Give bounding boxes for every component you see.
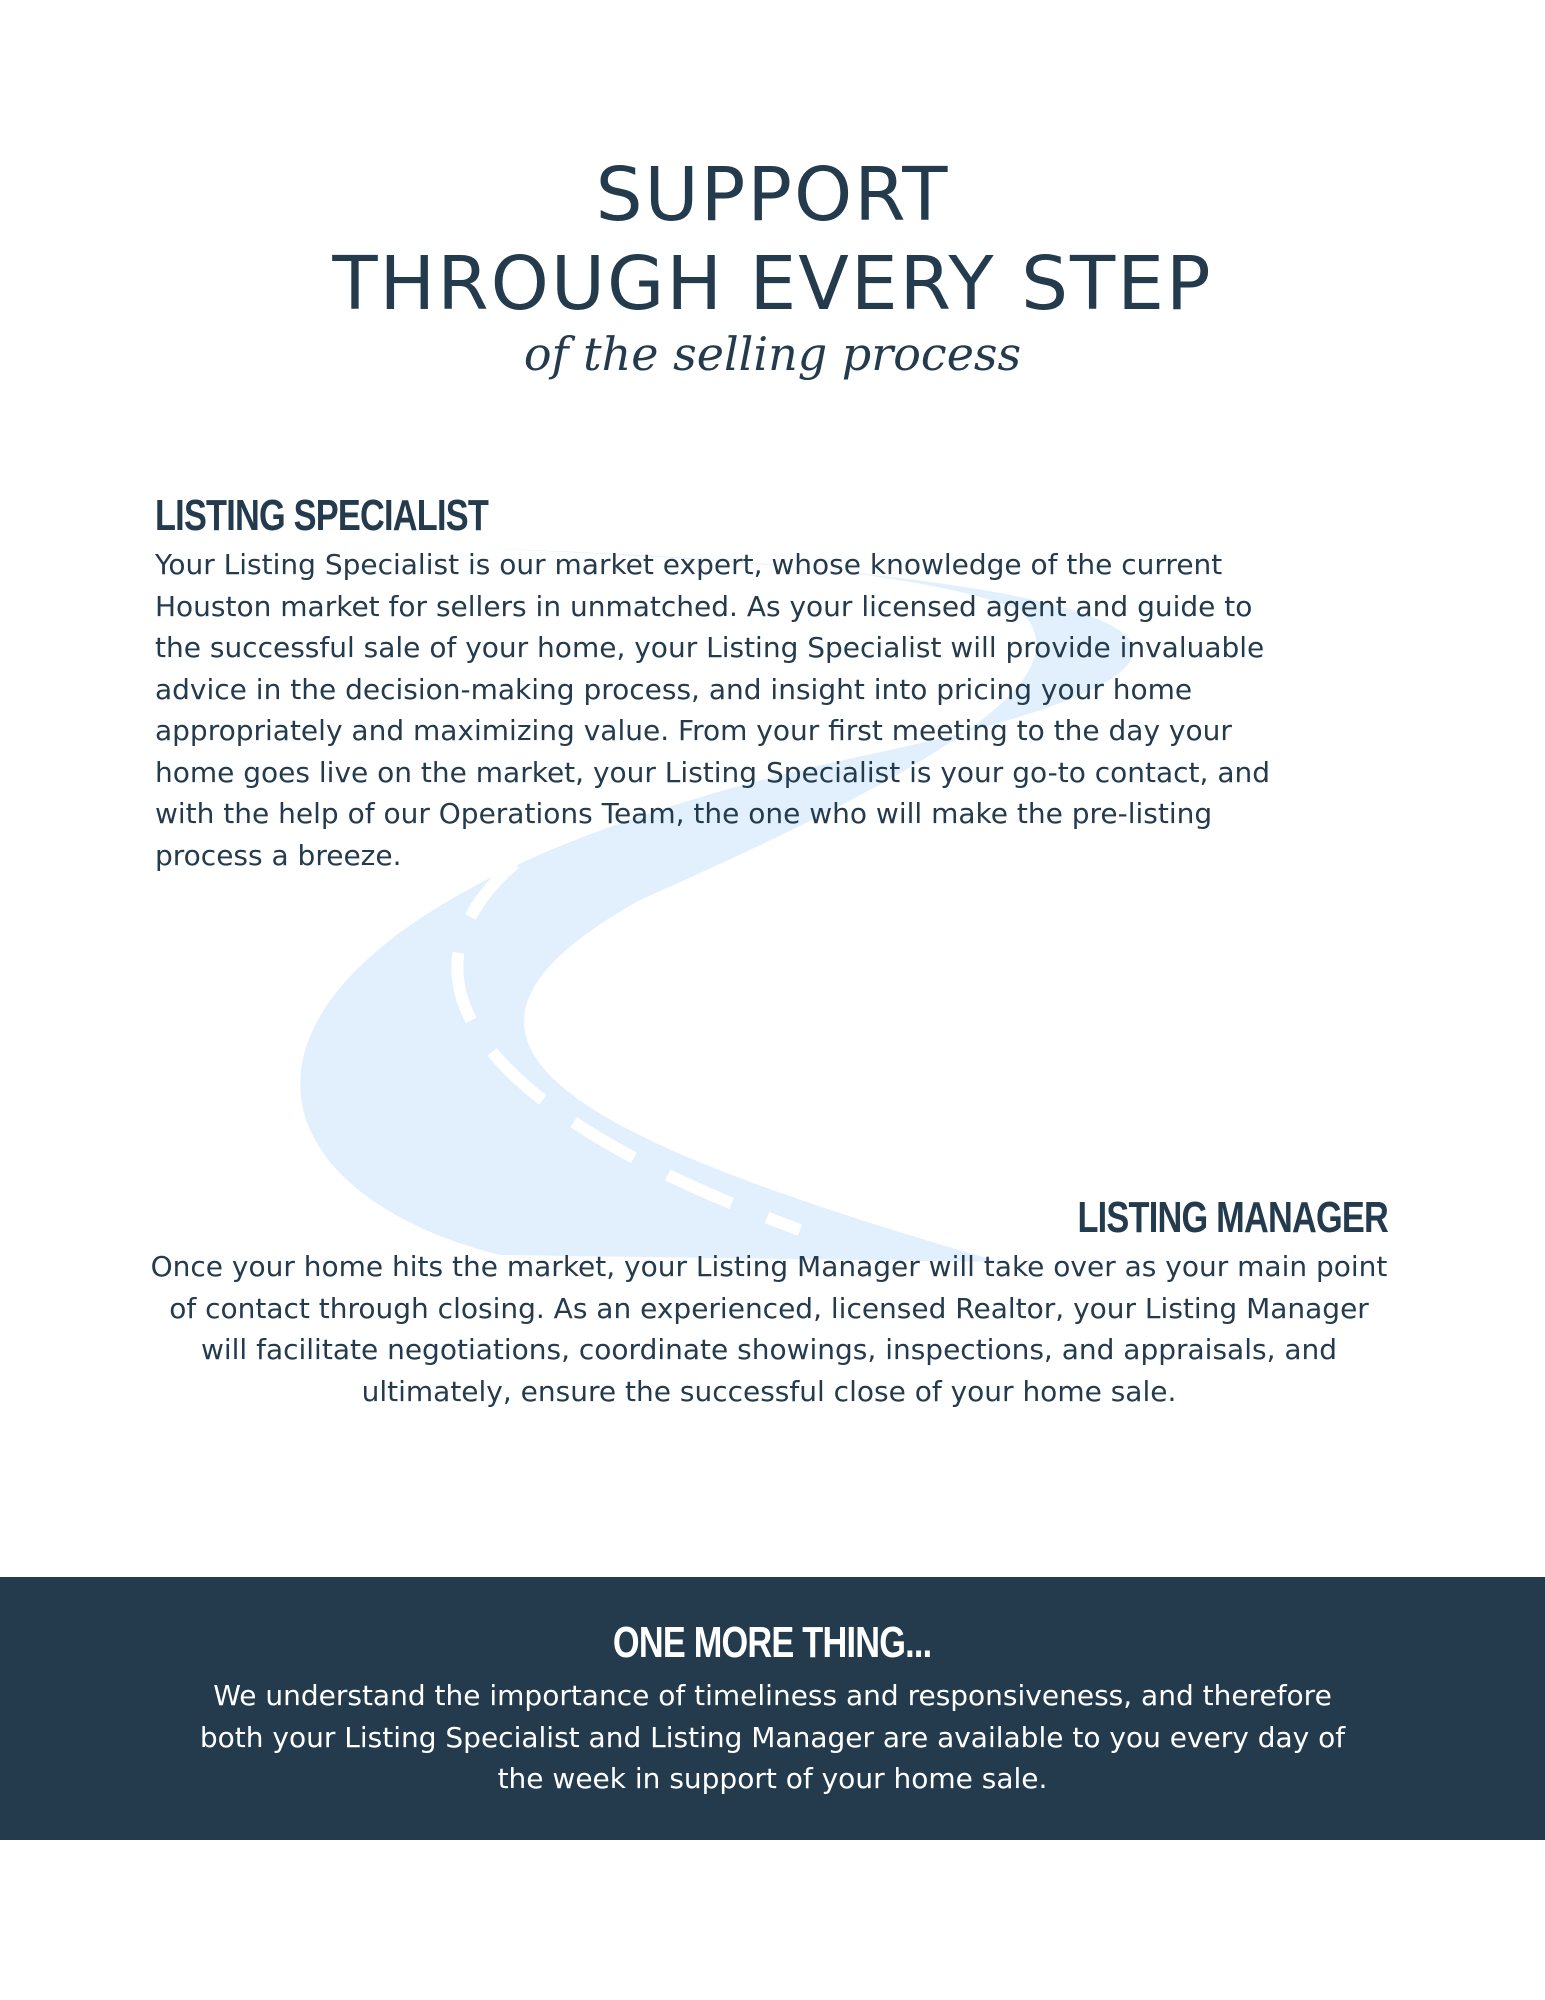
one-more-thing-band bbox=[0, 1577, 1545, 1840]
page-subtitle: of the selling process bbox=[523, 327, 1022, 381]
section-heading: LISTING SPECIALIST bbox=[155, 491, 488, 540]
page-title-line-2: THROUGH EVERY STEP bbox=[332, 241, 1213, 327]
listing-specialist-section bbox=[155, 488, 1305, 876]
page-title: SUPPORT bbox=[595, 152, 950, 238]
listing-manager-section bbox=[150, 1190, 1388, 1412]
band-heading: ONE MORE THING... bbox=[613, 1618, 932, 1667]
page-header bbox=[0, 150, 1545, 384]
section-heading: LISTING MANAGER bbox=[1077, 1193, 1388, 1242]
section-body: Once your home hits the market, your Listing Manager will take over as your main point of contact through closing. As an experienced, licensed Realtor, your Listing Manager will facilitate negotiations, coordinate showings, inspections, and appraisals, and ultimately, ensure the successful close of your home sale. bbox=[150, 1250, 1388, 1408]
band-body: We understand the importance of timeliness and responsiveness, and therefore both your Listing Specialist and Listing Manager are available to you every day of the week in support of your home sale. bbox=[199, 1679, 1346, 1795]
section-body: Your Listing Specialist is our market expert, whose knowledge of the current Houston market for sellers in unmatched. As your licensed agent and guide to the successful sale of your home, your Listing Specialist will provide invaluable advice in the decision-making process, and insight into pricing your home appropriately and maximizing value. From your first meeting to the day your home goes live on the market, your Listing Specialist is your go-to contact, and with the help of our Operations Team, the one who will make the pre-listing process a breeze. bbox=[155, 548, 1271, 872]
